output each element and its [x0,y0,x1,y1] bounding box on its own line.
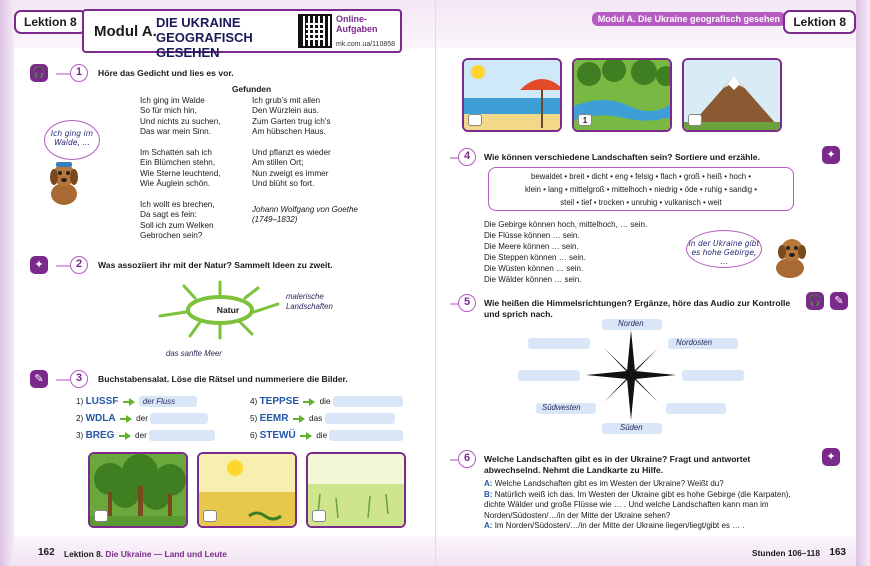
task-2-title: Was assoziiert ihr mit der Natur? Sammelt Ideen zu zweit. [98,260,333,270]
poem-years: (1749–1832) [252,215,298,224]
idea-sea: das sanfte Meer [166,349,222,358]
picture-number-box[interactable] [688,114,702,126]
compass-rose [586,330,676,420]
picture-mountain [682,58,782,132]
article: die [316,431,328,440]
scrambled-word: BREG [85,430,115,441]
dialog-text: Welche Landschaften gibt es im Westen der Ukraine? Weißt du? [494,479,724,488]
label-southwest: Südwesten [542,403,581,412]
task-1-number: 1 [70,64,88,82]
right-page [436,0,870,566]
picture-river [572,58,672,132]
task-6-title: Welche Landschaften gibt es in der Ukraine? Fragt und antwortet abwechselnd. Nehmt die Landkarte zu Hilfe. [484,454,751,475]
word-bank-line-3: steil • tief • trocken • unruhig • vulkanisch • weit [560,198,722,207]
answer-field[interactable] [329,430,403,441]
picture-number-box[interactable] [468,114,482,126]
task-3-number: 3 [70,370,88,388]
arrow-icon [303,398,315,406]
dialog-line [484,490,804,522]
puzzle-n: 2) [76,414,84,423]
picture-number-box[interactable] [203,510,217,522]
picture-number-box[interactable] [94,510,108,522]
speaker: A: [484,521,493,531]
picture-steppe [197,452,297,528]
puzzle-n: 1) [76,397,84,406]
puzzle-n: 6) [250,431,258,440]
answer-field[interactable] [325,413,395,424]
label-south: Süden [620,423,643,432]
task-2-number: 2 [70,256,88,274]
qr-code-icon[interactable] [298,14,332,48]
pair-work-icon: ✦ [822,448,840,466]
blank-east[interactable] [682,370,744,381]
modul-title: DIE UKRAINE GEOGRAFISCH GESEHEN [156,15,253,60]
running-head: Modul A. Die Ukraine geografisch gesehen [592,12,786,26]
task-5-title: Wie heißen die Himmelsrichtungen? Ergänze, höre das Audio zur Kontrolle und sprich nach. [484,298,791,319]
dog-illustration [44,160,84,208]
blank-southeast[interactable] [666,403,726,414]
puzzle-item-3 [76,430,215,442]
footer-lektion: Lektion 8. [64,549,104,559]
scrambled-word: LUSSF [85,396,119,407]
lektion-tab: Lektion 8 [783,10,856,34]
footer [64,549,227,559]
dialog-text: Im Norden/Südosten/…/in der Mitte der Ukraine liegen/liegt/gibt es … . [494,521,745,531]
speaker: B: [484,489,493,499]
footer: Stunden 106–118 [752,548,820,558]
page-number: 162 [38,547,55,558]
blank-northwest[interactable] [528,338,590,349]
puzzle-n: 4) [250,397,258,406]
modul-label: Modul A. [94,23,157,40]
puzzle-n: 3) [76,431,84,440]
word-bank [488,167,794,211]
online-url[interactable]: mk.com.ua/110858 [336,41,396,48]
task-3-title: Buchstabensalat. Löse die Rätsel und nummeriere die Bilder. [98,374,348,384]
answer-field[interactable]: der Fluss [139,396,197,407]
dialog-line [484,479,804,490]
footer-title: Die Ukraine — Land und Leute [105,549,227,559]
lektion-tab: Lektion 8 [14,10,87,34]
listen-icon: 🎧 [806,292,824,310]
blank-west[interactable] [518,370,580,381]
idea-landscapes: malerische Landschaften [286,292,333,311]
left-edge-strip [0,0,14,566]
write-icon: ✎ [30,370,48,388]
speech-bubble: Ich ging im Walde, … [44,120,100,160]
arrow-icon [119,432,131,440]
arrow-icon [123,398,135,406]
scrambled-word: STEWÜ [259,430,296,441]
write-icon: ✎ [830,292,848,310]
speech-bubble: In der Ukraine gibt es hohe Gebirge, … [686,230,762,268]
puzzle-item-5 [250,413,395,425]
dialog-line [484,521,804,532]
task-4-title: Wie können verschiedene Landschaften sein? Sortiere und erzähle. [484,152,760,162]
scrambled-word: WDLA [85,413,116,424]
poem-author: Johann Wolfgang von Goethe [252,205,358,214]
task-6-number: 6 [458,450,476,468]
label-northeast: Nordosten [676,338,712,347]
task-5-number: 5 [458,294,476,312]
arrow-icon [300,432,312,440]
puzzle-item-2 [76,413,208,425]
arrow-icon [293,415,305,423]
article: das [309,414,323,423]
puzzle-n: 5) [250,414,258,423]
word-bank-line-1: bewaldet • breit • dicht • eng • felsig • flach • groß • heiß • hoch • [530,172,752,181]
puzzle-item-6 [250,430,403,442]
poem-column-1: Ich ging im Walde So für mich hin, Und nichts zu suchen, Das war mein Sinn. Im Schatten sah ich Ein Blümchen stehn, Wie Sterne leuchtend, Wie Äuglein schön. Ich wollt es brechen, Da sagt es fein: Soll ich zum Welken Gebrochen sein? [140,96,221,241]
puzzle-item-1 [76,396,197,408]
picture-number-box[interactable]: 1 [578,114,592,126]
dialog-text: Natürlich weiß ich das. Im Westen der Ukraine gibt es hohe Gebirge (die Karpaten), dichte Wälder und große Flüsse wie … . Und welche Landschaften kann man im Norden/Südosten/…/in der Mitte der Ukraine sehen? [484,489,791,520]
poem-title: Gefunden [232,84,272,94]
poem-column-2: Ich grub’s mit allen Den Würzlein aus. Zum Garten trug ich’s Am hübschen Haus. Und pflanzt es wieder Am stillen Ort; Nun zweigt es immer Und blüht so fort. [252,96,331,189]
scrambled-word: EEMR [259,413,289,424]
picture-meadow [306,452,406,528]
answer-field[interactable] [333,396,403,407]
mind-map-center: Natur [216,305,240,315]
scrambled-word: TEPPSE [259,396,300,407]
right-edge-strip [856,0,870,566]
arrow-icon [120,415,132,423]
answer-field[interactable] [149,430,215,441]
pair-work-icon: ✦ [822,146,840,164]
task-1-title: Höre das Gedicht und lies es vor. [98,68,234,78]
task-4-sentences: Die Gebirge können hoch, mittelhoch, … sein. Die Flüsse können … sein. Die Meere können … sein. Die Steppen können … sein. Die Wüsten können … sein. Die Wälder können … sein. [484,220,648,284]
article: der [135,431,147,440]
answer-field[interactable] [150,413,208,424]
article: der [136,414,148,423]
article: die [319,397,331,406]
word-bank-line-2: klein • lang • mittelgroß • mittelhoch • niedrig • öde • ruhig • sandig • [524,185,758,194]
listen-icon: 🎧 [30,64,48,82]
modul-header [82,9,402,60]
page-number: 163 [829,547,846,558]
online-label: Online-Aufgaben [336,14,378,34]
puzzle-item-4 [250,396,403,408]
dog-illustration [770,236,812,280]
label-north: Norden [618,319,644,328]
pair-work-icon: ✦ [30,256,48,274]
picture-beach [462,58,562,132]
dialog [484,479,804,532]
task-4-number: 4 [458,148,476,166]
picture-forest [88,452,188,528]
speaker: A: [484,479,493,488]
picture-number-box[interactable] [312,510,326,522]
